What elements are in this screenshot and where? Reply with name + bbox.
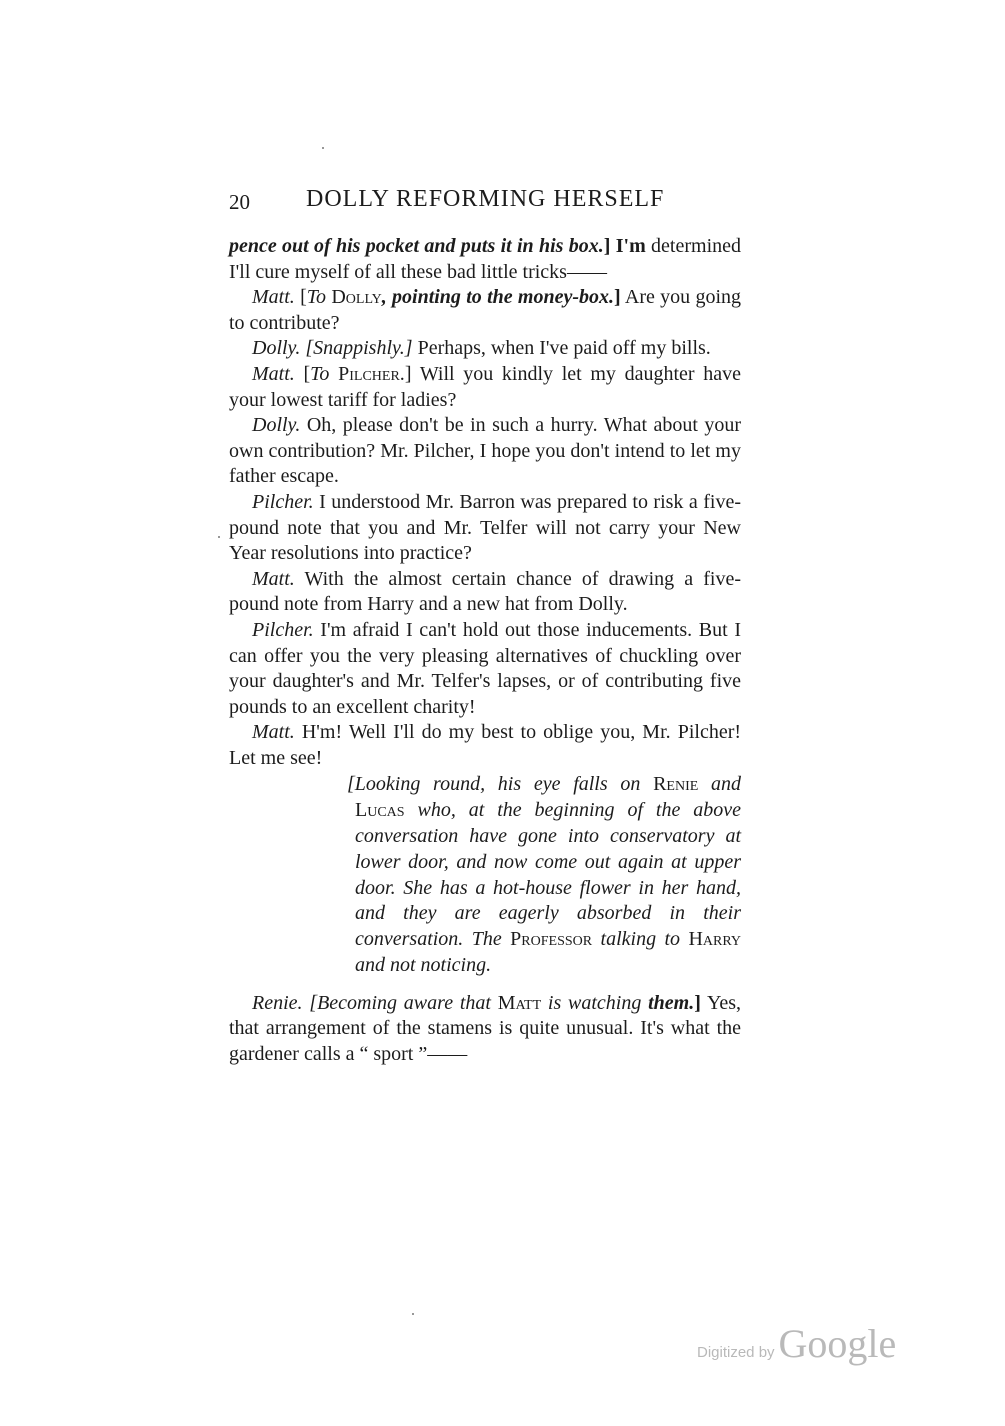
paragraph-9 <box>229 720 741 771</box>
speaker-name: Pilcher. <box>252 490 314 513</box>
speaker-name: Dolly. <box>252 414 301 437</box>
paragraph-4: Matt. [To Pilcher.] Will you kindly let my daughter have your lowest tariff for ladies? <box>229 362 742 411</box>
stage-direction: [Looking round, his eye falls on Renie and Lucas who, at the beginning of the above conversation have gone into conservatory at lower door, and now come out again at upper door. She has a hot-house flower in her hand, and they are eagerly absorbed in their conversation. The Professor talking to Harry and not noticing. <box>347 773 742 977</box>
character-name: Pilcher. <box>338 362 405 385</box>
dialogue-text: I understood Mr. Barron was prepared to risk a five-pound note that you and Mr. Telfer will not carry your New Year resolutions into practice? <box>229 490 741 565</box>
dialogue-text: Will you kindly let my daughter have your lowest tariff for ladies? <box>229 362 742 411</box>
dialogue-text: determined I'll cure myself of all these bad little tricks—— <box>229 235 742 283</box>
character-name: Harry <box>688 928 742 951</box>
paragraph-1: pence out of his pocket and puts it in his box.] I'm determined I'll cure myself of all these bad little tricks—— <box>229 235 742 283</box>
google-logo: Google <box>778 1321 897 1366</box>
character-name: Dolly <box>331 286 382 309</box>
paragraph-3 <box>229 336 741 362</box>
stage-direction-block <box>313 772 741 978</box>
paragraph-10: Renie. [Becoming aware that Matt is watching them.] Yes, that arrangement of the stamens is quite unusual. It's what the gardener calls a “ sport ”—— <box>229 991 742 1066</box>
dialogue-text: Yes, that arrangement of the stamens is quite unusual. It's what the gardener calls a “ sport ”—— <box>229 991 742 1066</box>
paragraph-6 <box>229 490 741 567</box>
paragraph-8 <box>229 618 741 720</box>
page-speck <box>218 536 220 538</box>
paragraph-7 <box>229 567 741 618</box>
page-speck <box>322 147 324 149</box>
dialogue-text: With the almost certain chance of drawing a five-pound note from Harry and a new hat from Dolly. <box>229 567 742 616</box>
character-name: Lucas <box>355 799 405 822</box>
speaker-name: Matt. <box>252 286 295 309</box>
character-name: Professor <box>510 928 593 951</box>
dialogue-text: I'm <box>615 235 646 257</box>
stage-direction: pence out of his pocket and puts it in his box. <box>229 235 604 257</box>
dialogue-text: Are you going to contribute? <box>229 286 742 334</box>
dialogue-text: I'm afraid I can't hold out those inducements. But I can offer you the very pleasing alternatives of chuckling over your daughter's and Mr. Telfer's lapses, or of contributing five pounds to an excellent charity! <box>229 618 742 718</box>
speaker-name: Matt. <box>252 721 295 744</box>
dialogue-text: H'm! Well I'll do my best to oblige you, Mr. Pilcher! Let me see! <box>229 721 742 769</box>
running-title: DOLLY REFORMING HERSELF <box>306 186 665 212</box>
speaker-name: Dolly. <box>252 337 301 360</box>
speaker-name: Pilcher. <box>252 618 314 641</box>
speaker-name: Matt. <box>252 567 295 590</box>
stage-direction: [Snappishly.] <box>305 337 413 360</box>
speaker-name: Matt. <box>252 362 295 385</box>
paragraph-5 <box>229 413 741 490</box>
speaker-name: Renie. <box>252 991 303 1014</box>
stage-direction: , pointing to the money-box. <box>381 286 615 309</box>
dialogue-text: Oh, please don't be in such a hurry. What about your own contribution? Mr. Pilcher, I hope you don't intend to let my father escape. <box>229 414 742 488</box>
watermark-prefix: Digitized by <box>697 1344 775 1361</box>
character-name: Matt <box>497 991 542 1014</box>
digitized-by-watermark <box>697 1320 896 1367</box>
page-number: 20 <box>229 190 250 214</box>
character-name: Renie <box>653 773 699 796</box>
page-speck <box>412 1313 414 1315</box>
stage-direction: [Becoming aware that <box>309 991 491 1014</box>
play-text <box>229 234 741 1068</box>
paragraph-2: Matt. [To Dolly, pointing to the money-box.] Are you going to contribute? <box>229 286 742 334</box>
dialogue-text: Perhaps, when I've paid off my bills. <box>417 337 711 360</box>
